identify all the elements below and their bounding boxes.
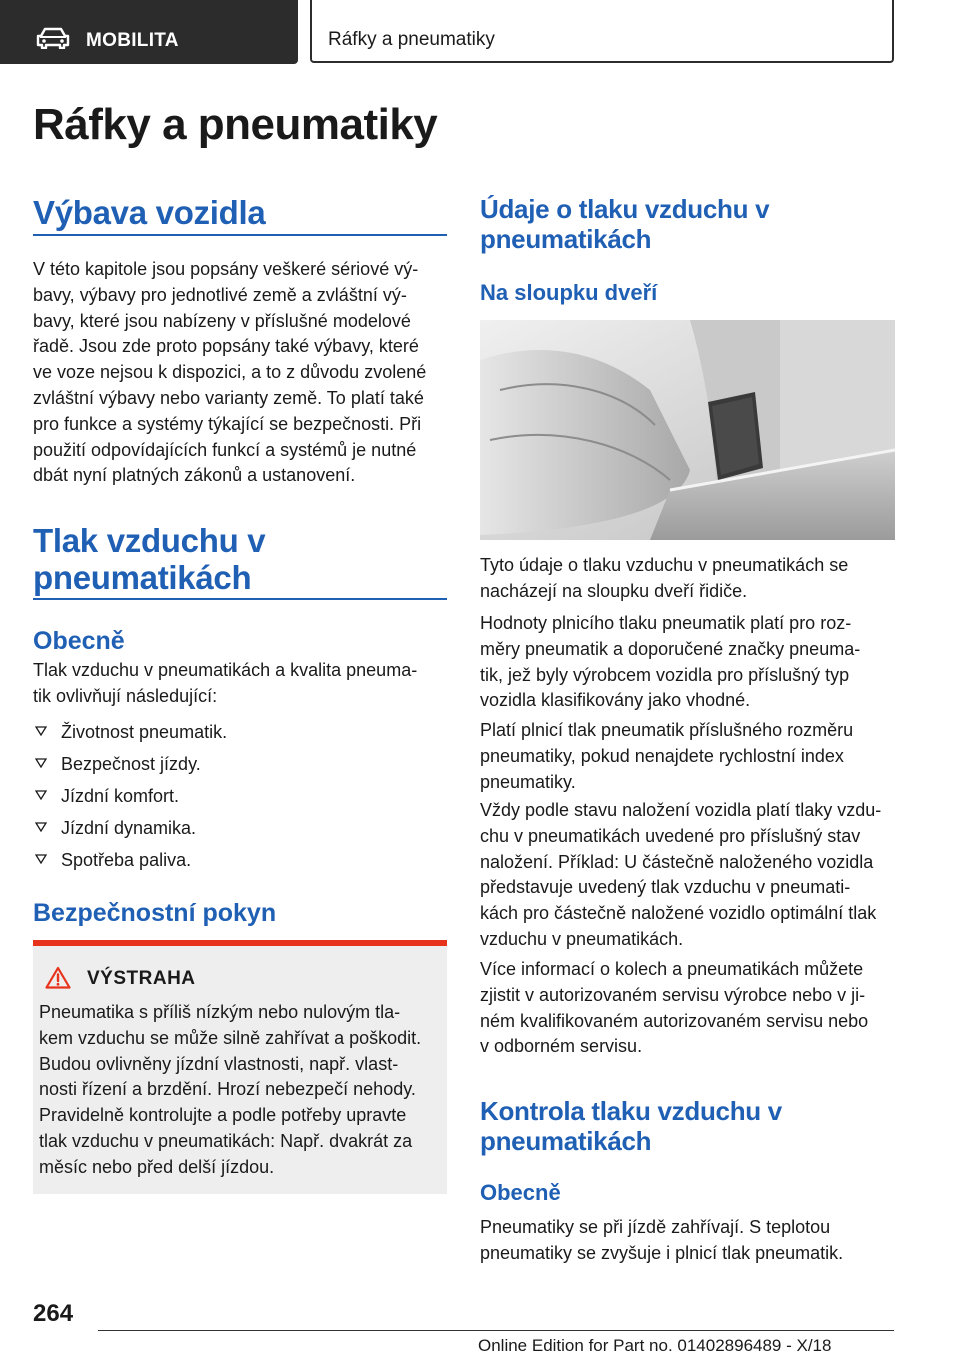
- triangle-bullet-icon: [35, 790, 47, 800]
- paragraph-obecne: Tlak vzduchu v pneumatikách a kvalita pneuma‐ tik ovlivňují následující:: [33, 660, 418, 706]
- paragraph-udaje-2: Hodnoty plnicího tlaku pneumatik platí pro roz‐ měry pneumatik a doporučené značky pneuma‐ tik, jež byly výrobcem vozidla pro příslušný typ vozidla klasifikovány jako vhodné.: [480, 613, 861, 711]
- heading-tlak-vzduchu: Tlak vzduchu v pneumatikách: [33, 522, 266, 596]
- triangle-bullet-icon: [35, 758, 47, 768]
- paragraph-udaje-5: Více informací o kolech a pneumatikách můžete zjistit v autorizovaném servisu výrobce nebo v ji‐ ném kvalifikovaném autorizovaném servisu nebo v odborném servisu.: [480, 959, 869, 1057]
- heading-vybava-vozidla: Výbava vozidla: [33, 194, 266, 231]
- page-title: Ráfky a pneumatiky: [33, 100, 438, 149]
- triangle-bullet-icon: [35, 854, 47, 864]
- list-item: Jízdní dynamika.: [33, 816, 447, 848]
- warning-box: [33, 940, 447, 1194]
- warning-text: Pneumatika s příliš nízkým nebo nulovým tla‐ kem vzduchu se může silně zahřívat a poškodit. Budou ovlivněny jízdní vlastnosti, např. vlast‐ nosti řízení a brzdění. Hrozí nebezpečí nehody. Pravidelně kontrolujte a podle potřeby upravte tlak vzduchu v pneumatikách: Např. dvakrát za měsíc nebo před delší jízdou.: [39, 1002, 422, 1177]
- paragraph-udaje-4: Vždy podle stavu naložení vozidla platí tlaky vzdu‐ chu v pneumatikách uvedené pro příslušný stav naložení. Příklad: U částečně naloženého vozidla představuje uvedený tlak vzduchu v pneumati‐ kách pro částečně naložené vozidlo optimální tlak vzduchu v pneumatikách.: [480, 800, 882, 949]
- warning-triangle-icon: [45, 966, 71, 989]
- warning-title: VÝSTRAHA: [87, 968, 196, 989]
- list-item: Jízdní komfort.: [33, 784, 447, 816]
- section-tab-label: MOBILITA: [86, 30, 179, 51]
- page-number: 264: [33, 1300, 74, 1327]
- paragraph-vybava: V této kapitole jsou popsány veškeré sériové vý‐ bavy, výbavy pro jednotlivé země a zvláštní vý‐ bavy, které jsou nabízeny v příslušné modelové řadě. Jsou zde proto popsány také výbavy, které ve voze nejsou k dispozici, a to z důvodu zvolené zvláštní výbavy nebo varianty země. To platí také pro funkce a systémy týkající se bezpečnosti. Při použití odpovídajících funkcí a systémů je nutné dbát nyní platných zákonů a ustanovení.: [33, 259, 427, 486]
- heading-rule: [33, 234, 447, 236]
- triangle-bullet-icon: [35, 822, 47, 832]
- heading-na-sloupku-dveri: Na sloupku dveří: [480, 280, 658, 305]
- list-item: Životnost pneumatik.: [33, 720, 447, 752]
- heading-kontrola-tlaku: Kontrola tlaku vzduchu v pneumatikách: [480, 1096, 782, 1156]
- footer-rule: [98, 1330, 894, 1331]
- section-tab[interactable]: [0, 0, 298, 64]
- bullet-list: [33, 720, 447, 880]
- footer-edition-text: Online Edition for Part no. 01402896489 - X/18: [478, 1336, 832, 1355]
- heading-obecne: Obecně: [33, 627, 125, 655]
- list-item: Spotřeba paliva.: [33, 848, 447, 880]
- paragraph-kontrola: Pneumatiky se při jízdě zahřívají. S teplotou pneumatiky se zvyšuje i plnicí tlak pneumatik.: [480, 1217, 844, 1263]
- list-item: Bezpečnost jízdy.: [33, 752, 447, 784]
- door-pillar-photo: [480, 320, 895, 540]
- car-icon: [36, 27, 70, 49]
- door-pillar-illustration: [480, 320, 895, 540]
- paragraph-udaje-1: Tyto údaje o tlaku vzduchu v pneumatikách se nacházejí na sloupku dveří řidiče.: [480, 555, 849, 601]
- paragraph-udaje-3: Platí plnicí tlak pneumatik příslušného rozměru pneumatiky, pokud nenajdete rychlostní index pneumatiky.: [480, 720, 854, 792]
- chapter-tab-label: Ráfky a pneumatiky: [328, 29, 495, 50]
- heading-bezpecnostni-pokyn: Bezpečnostní pokyn: [33, 899, 277, 927]
- heading-kontrola-obecne: Obecně: [480, 1180, 561, 1205]
- triangle-bullet-icon: [35, 726, 47, 736]
- heading-rule: [33, 598, 447, 600]
- chapter-tab[interactable]: [310, 0, 894, 63]
- top-bar: [0, 0, 960, 66]
- heading-udaje-o-tlaku: Údaje o tlaku vzduchu v pneumatikách: [480, 194, 770, 254]
